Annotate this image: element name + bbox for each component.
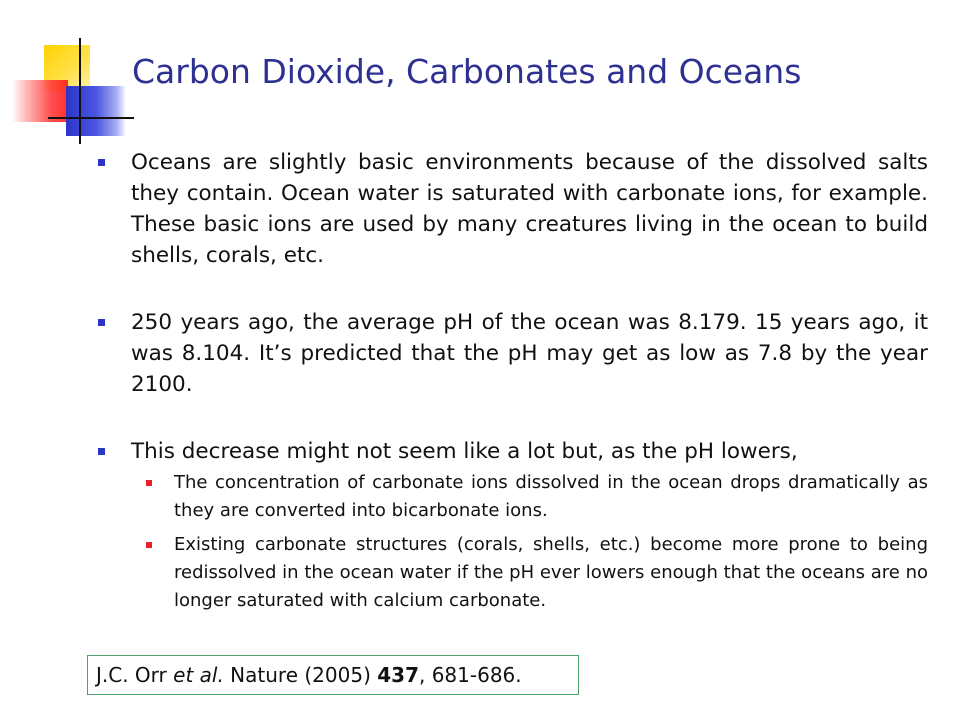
sub-bullet-item	[139, 469, 928, 525]
citation-box	[87, 655, 579, 695]
sub-bullet-text: The concentration of carbonate ions dissolved in the ocean drops dramatically as they are converted into bicarbonate ions.	[174, 472, 928, 521]
citation-pages: , 681-686.	[418, 663, 522, 687]
bullet-square-icon	[98, 319, 105, 326]
logo-horizontal-line	[48, 117, 134, 119]
citation-authors: J.C. Orr	[96, 663, 174, 687]
sub-bullet-square-icon	[146, 542, 152, 548]
bullet-item	[96, 147, 928, 271]
bullet-text: This decrease might not seem like a lot but, as the pH lowers,	[131, 439, 798, 464]
bullet-square-icon	[98, 159, 105, 166]
logo-blue-square	[66, 86, 126, 136]
citation-volume: 437	[377, 663, 419, 687]
bullet-text: Oceans are slightly basic environments because of the dissolved salts they contain. Ocean water is saturated with carbonate ions, for example. These basic ions are used by many creatures living in the ocean to build shells, corals, etc.	[131, 150, 928, 268]
sub-bullet-square-icon	[146, 480, 152, 486]
bullet-text: 250 years ago, the average pH of the ocean was 8.179. 15 years ago, it was 8.104. It’s predicted that the pH may get as low as 7.8 by the year 2100.	[131, 310, 928, 397]
sub-bullet-list	[139, 469, 928, 615]
sub-bullet-text: Existing carbonate structures (corals, shells, etc.) become more prone to being redissolved in the ocean water if the pH ever lowers enough that the oceans are no longer saturated with calcium carbonate.	[174, 534, 928, 611]
logo-red-square	[12, 80, 68, 122]
bullet-list	[96, 147, 928, 621]
logo-vertical-line	[79, 38, 81, 144]
slide-title: Carbon Dioxide, Carbonates and Oceans	[132, 52, 802, 91]
decorative-logo	[0, 0, 140, 150]
bullet-square-icon	[98, 448, 105, 455]
bullet-item	[96, 436, 928, 467]
bullet-item	[96, 307, 928, 400]
sub-bullet-item	[139, 531, 928, 615]
citation-journal: Nature (2005)	[223, 663, 378, 687]
citation-et-al: et al.	[173, 663, 224, 687]
